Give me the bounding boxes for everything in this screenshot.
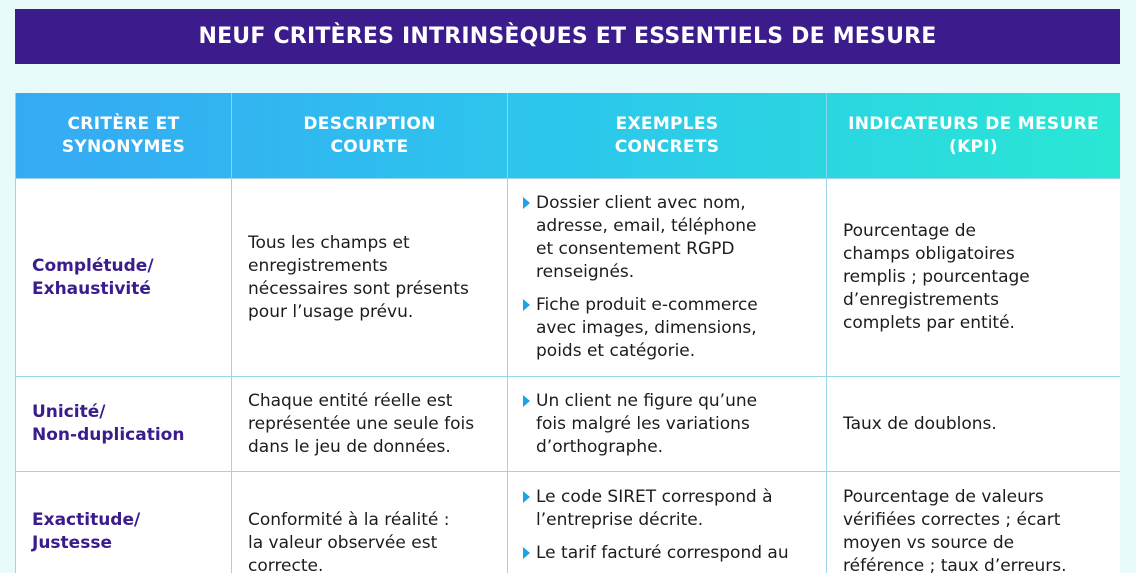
header-description (232, 93, 508, 179)
kpi-cell (827, 179, 1121, 377)
description-line: correcte. (248, 555, 491, 573)
description-cell (232, 377, 508, 472)
kpi-line: Pourcentage de valeurs (843, 486, 1104, 509)
description-line: Chaque entité réelle est (248, 390, 491, 413)
table-row (16, 472, 1121, 573)
header-kpi (827, 93, 1121, 179)
description-line: représentée une seule fois (248, 413, 491, 436)
triangle-right-icon (523, 395, 530, 407)
criterion-line: Exactitude/ (32, 509, 215, 532)
description-line: enregistrements (248, 255, 491, 278)
header-line: EXEMPLES (520, 113, 814, 136)
table-row (16, 179, 1121, 377)
kpi-line: complets par entité. (843, 312, 1104, 335)
description-line: Tous les champs et (248, 232, 491, 255)
example-line: poids et catégorie. (536, 340, 818, 363)
examples-cell (508, 377, 827, 472)
example-item (523, 390, 818, 459)
example-line: Le code SIRET correspond à (536, 486, 818, 509)
criterion-line: Complétude/ (32, 255, 215, 278)
examples-list (523, 486, 818, 565)
example-item (523, 192, 818, 284)
kpi-line: remplis ; pourcentage (843, 266, 1104, 289)
header-line: DESCRIPTION (244, 113, 495, 136)
header-line: CONCRETS (520, 136, 814, 159)
kpi-line: référence ; taux d’erreurs. (843, 555, 1104, 573)
criterion-line: Justesse (32, 532, 215, 555)
example-item (523, 486, 818, 532)
example-item (523, 542, 818, 565)
kpi-line: champs obligatoires (843, 243, 1104, 266)
header-examples (508, 93, 827, 179)
header-line: SYNONYMES (28, 136, 219, 159)
description-cell (232, 472, 508, 573)
page-title: NEUF CRITÈRES INTRINSÈQUES ET ESSENTIELS DE MESURE (15, 9, 1120, 64)
criteria-table-container (15, 93, 1120, 573)
triangle-right-icon (523, 299, 530, 311)
criterion-line: Exhaustivité (32, 278, 215, 301)
description-cell (232, 179, 508, 377)
example-line: d’orthographe. (536, 436, 818, 459)
criterion-cell (16, 179, 232, 377)
example-line: Le tarif facturé correspond au (536, 542, 818, 565)
kpi-line: d’enregistrements (843, 289, 1104, 312)
examples-cell (508, 472, 827, 573)
header-line: (KPI) (839, 136, 1108, 159)
example-line: et consentement RGPD (536, 238, 818, 261)
criterion-cell (16, 377, 232, 472)
triangle-right-icon (523, 491, 530, 503)
example-line: avec images, dimensions, (536, 317, 818, 340)
table-header-row (16, 93, 1121, 179)
header-criterion (16, 93, 232, 179)
triangle-right-icon (523, 547, 530, 559)
description-line: la valeur observée est (248, 532, 491, 555)
example-line: renseignés. (536, 261, 818, 284)
criterion-cell (16, 472, 232, 573)
example-line: adresse, email, téléphone (536, 215, 818, 238)
criterion-line: Non-duplication (32, 424, 215, 447)
kpi-line: vérifiées correctes ; écart (843, 509, 1104, 532)
description-line: dans le jeu de données. (248, 436, 491, 459)
examples-list (523, 390, 818, 459)
kpi-cell (827, 377, 1121, 472)
example-line: fois malgré les variations (536, 413, 818, 436)
header-line: CRITÈRE ET (28, 113, 219, 136)
header-line: COURTE (244, 136, 495, 159)
table-row (16, 377, 1121, 472)
example-line: Dossier client avec nom, (536, 192, 818, 215)
kpi-line: Pourcentage de (843, 220, 1104, 243)
header-line: INDICATEURS DE MESURE (839, 113, 1108, 136)
kpi-cell (827, 472, 1121, 573)
description-line: Conformité à la réalité : (248, 509, 491, 532)
criterion-line: Unicité/ (32, 401, 215, 424)
kpi-line: moyen vs source de (843, 532, 1104, 555)
kpi-line: Taux de doublons. (843, 413, 1104, 436)
description-line: pour l’usage prévu. (248, 301, 491, 324)
description-line: nécessaires sont présents (248, 278, 491, 301)
triangle-right-icon (523, 197, 530, 209)
examples-list (523, 192, 818, 363)
criteria-table (15, 93, 1120, 573)
example-line: Un client ne figure qu’une (536, 390, 818, 413)
example-line: Fiche produit e-commerce (536, 294, 818, 317)
examples-cell (508, 179, 827, 377)
example-item (523, 294, 818, 363)
example-line: l’entreprise décrite. (536, 509, 818, 532)
